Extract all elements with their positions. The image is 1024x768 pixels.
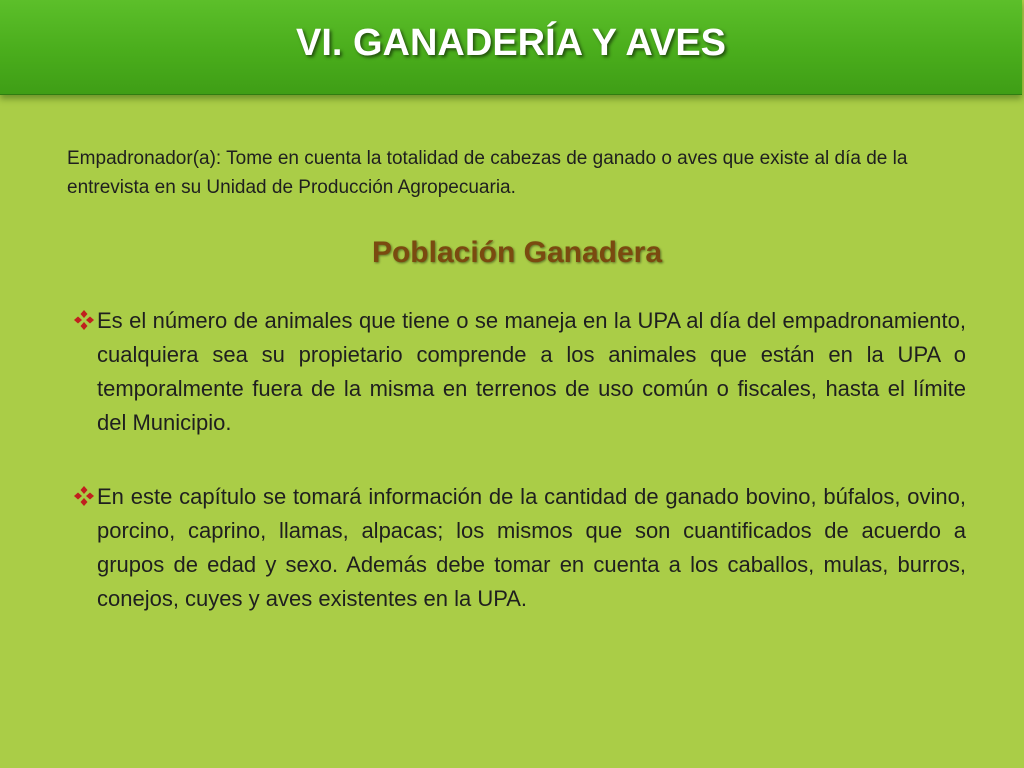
slide-title: VI. GANADERÍA Y AVES — [295, 22, 727, 64]
diamond-bullet-icon — [73, 309, 95, 331]
bullet-item — [73, 480, 966, 616]
title-bar — [0, 0, 1022, 95]
bullet-list — [73, 304, 966, 656]
diamond-bullet-icon — [73, 485, 95, 507]
section-heading: Población Ganadera — [371, 236, 663, 269]
bullet-text: Es el número de animales que tiene o se maneja en la UPA al día del empadronamiento, cualquiera sea su propietario comprende a los animales que están en la UPA o temporalmente fuera de la misma en terrenos de uso común o fiscales, hasta el límite del Municipio. — [97, 308, 966, 435]
bullet-item — [73, 304, 966, 440]
bullet-text: En este capítulo se tomará información de la cantidad de ganado bovino, búfalos, ovino, porcino, caprino, llamas, alpacas; los mismos que son cuantificados de acuerdo a grupos de edad y sexo. Además debe tomar en cuenta a los caballos, mulas, burros, conejos, cuyes y aves existentes en la UPA. — [97, 484, 966, 611]
instruction-text: Empadronador(a): Tome en cuenta la totalidad de cabezas de ganado o aves que existe al día de la entrevista en su Unidad de Producción Agropecuaria. — [67, 148, 908, 198]
